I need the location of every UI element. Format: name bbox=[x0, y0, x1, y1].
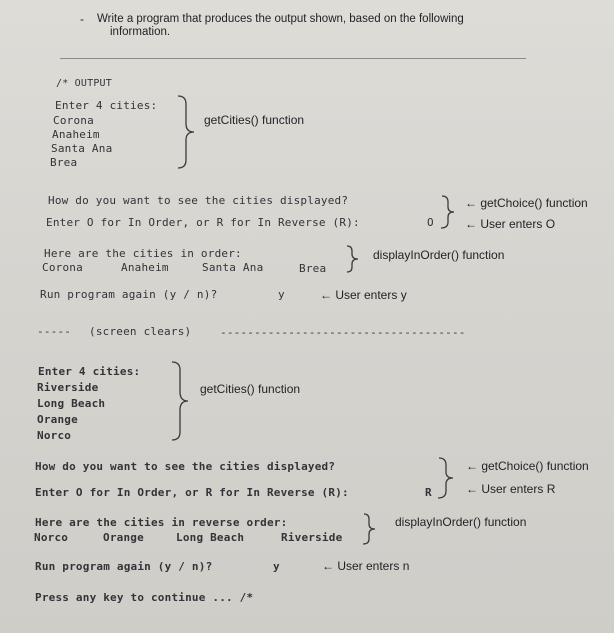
here-line: Here are the cities in order: bbox=[44, 247, 242, 260]
user-enters-note: ← User enters R bbox=[466, 482, 556, 496]
display-note: displayInOrder() function bbox=[373, 248, 505, 262]
user-choice: R bbox=[425, 486, 432, 499]
run-again-answer: y bbox=[278, 288, 285, 301]
get-cities-note: getCities() function bbox=[200, 382, 301, 396]
output-comment: /* OUTPUT bbox=[56, 78, 112, 89]
brace-icon bbox=[437, 456, 459, 500]
city-input-1: Riverside bbox=[37, 381, 99, 394]
run-again-prompt: Run program again (y / n)? bbox=[40, 288, 218, 301]
order-prompt: Enter O for In Order, or R for In Reverse (R): bbox=[46, 216, 360, 229]
display-city-2: Orange bbox=[103, 531, 144, 544]
display-city-1: Corona bbox=[42, 261, 83, 274]
brace-icon bbox=[362, 512, 380, 546]
city-input-4: Norco bbox=[37, 429, 72, 442]
display-question: How do you want to see the cities displayed? bbox=[35, 460, 336, 473]
screen-clears-dashes-right: ------------------------------------ bbox=[220, 326, 466, 339]
display-question: How do you want to see the cities displayed? bbox=[48, 194, 349, 207]
get-choice-note: ← getChoice() function bbox=[465, 196, 588, 210]
city-input-2: Long Beach bbox=[37, 397, 106, 410]
press-any-key-line: Press any key to continue ... /* bbox=[35, 591, 254, 604]
run-again-prompt: Run program again (y / n)? bbox=[35, 560, 213, 573]
display-city-1: Norco bbox=[34, 531, 69, 544]
display-city-4: Riverside bbox=[281, 531, 343, 544]
display-city-3: Santa Ana bbox=[202, 261, 264, 274]
order-prompt: Enter O for In Order, or R for In Reverse (R): bbox=[35, 486, 349, 499]
screen-clears-label: (screen clears) bbox=[89, 325, 192, 338]
run-again-note: ← User enters n bbox=[322, 559, 410, 573]
brace-icon bbox=[170, 360, 192, 442]
run-again-answer: y bbox=[273, 560, 280, 573]
brace-icon bbox=[345, 244, 363, 274]
get-cities-note: getCities() function bbox=[204, 113, 305, 127]
display-city-2: Anaheim bbox=[121, 261, 169, 274]
city-input-1: Corona bbox=[53, 114, 94, 127]
brace-icon bbox=[176, 94, 198, 170]
instruction-line-1: Write a program that produces the output shown, based on the following bbox=[97, 13, 464, 25]
city-input-3: Santa Ana bbox=[51, 142, 113, 155]
divider-rule bbox=[60, 58, 526, 59]
instruction-line-2: information. bbox=[110, 26, 171, 38]
user-choice: O bbox=[427, 216, 434, 229]
get-choice-note: ← getChoice() function bbox=[466, 459, 589, 473]
display-city-4: Brea bbox=[299, 262, 327, 275]
city-input-4: Brea bbox=[50, 156, 78, 169]
city-input-2: Anaheim bbox=[52, 128, 100, 141]
display-note: displayInOrder() function bbox=[395, 515, 527, 529]
display-city-3: Long Beach bbox=[176, 531, 245, 544]
enter-cities-prompt: Enter 4 cities: bbox=[55, 99, 158, 112]
bullet: - bbox=[80, 12, 84, 26]
run-again-note: ← User enters y bbox=[320, 288, 407, 302]
screen-clears-dashes-left: ----- bbox=[37, 325, 72, 338]
city-input-3: Orange bbox=[37, 413, 78, 426]
enter-cities-prompt: Enter 4 cities: bbox=[38, 365, 141, 378]
user-enters-note: ← User enters O bbox=[465, 217, 556, 231]
here-line: Here are the cities in reverse order: bbox=[35, 516, 288, 529]
brace-icon bbox=[440, 194, 460, 230]
